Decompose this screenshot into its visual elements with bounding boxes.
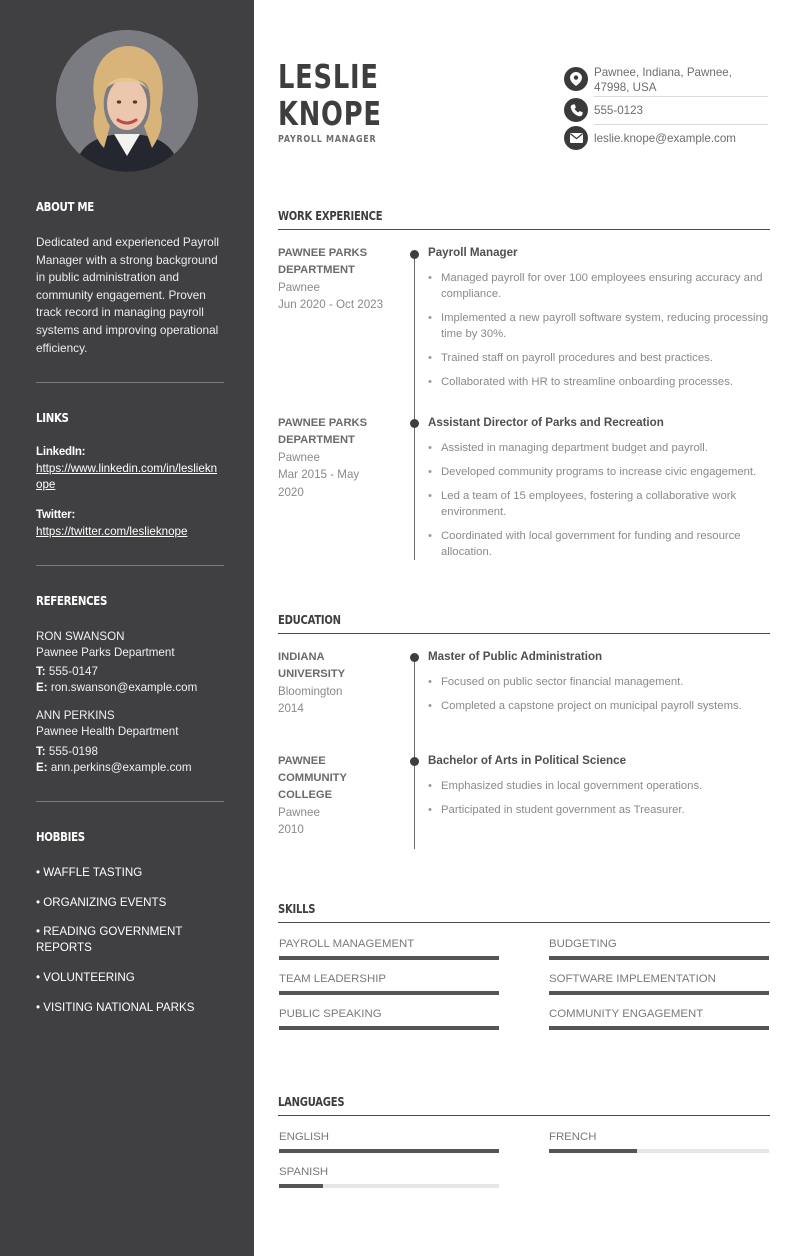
divider bbox=[594, 124, 768, 125]
divider bbox=[594, 96, 768, 97]
contact-address: Pawnee, Indiana, Pawnee, 47998, USA bbox=[594, 66, 732, 94]
hobby-item: • ORGANIZING EVENTS bbox=[36, 896, 167, 909]
divider bbox=[36, 382, 224, 383]
skill-bar-fill bbox=[549, 991, 769, 995]
language-name: FRENCH bbox=[549, 1131, 597, 1143]
education-bullet: • Participated in student government as Treasurer. bbox=[428, 802, 770, 818]
timeline-line bbox=[414, 656, 415, 849]
skill-bar-fill bbox=[279, 1026, 499, 1030]
experience-bullet: • Assisted in managing department budget and payroll. bbox=[428, 440, 770, 456]
links-heading: LINKS bbox=[36, 410, 69, 425]
language-bar bbox=[279, 1149, 499, 1153]
skill-bar bbox=[549, 991, 769, 995]
envelope-icon bbox=[564, 126, 588, 150]
skills-heading: SKILLS bbox=[278, 901, 316, 916]
reference-phone bbox=[36, 665, 98, 678]
education-degree: Bachelor of Arts in Political Science bbox=[428, 754, 627, 767]
last-name: KNOPE bbox=[278, 94, 382, 133]
phone-icon bbox=[564, 98, 588, 122]
experience-dates: Jun 2020 - Oct 2023 bbox=[278, 298, 384, 311]
languages-heading: LANGUAGES bbox=[278, 1094, 345, 1109]
language-bar bbox=[549, 1149, 769, 1153]
experience-location: Pawnee bbox=[278, 451, 320, 464]
profile-photo bbox=[56, 30, 198, 172]
email-label: E: bbox=[36, 761, 48, 774]
skill-bar bbox=[279, 956, 499, 960]
education-location: Pawnee bbox=[278, 806, 320, 819]
reference-email bbox=[36, 681, 197, 694]
references-heading: REFERENCES bbox=[36, 593, 108, 608]
education-dates: 2010 bbox=[278, 823, 304, 836]
reference-phone-value: 555-0198 bbox=[48, 745, 98, 758]
divider bbox=[36, 801, 224, 802]
education-dates: 2014 bbox=[278, 702, 304, 715]
full-name bbox=[278, 58, 382, 132]
section-rule bbox=[278, 229, 770, 230]
language-name: ENGLISH bbox=[279, 1131, 330, 1143]
contact-email: leslie.knope@example.com bbox=[594, 132, 736, 145]
hobby-item: • WAFFLE TASTING bbox=[36, 866, 143, 879]
skill-bar-fill bbox=[549, 1026, 769, 1030]
hobby-item: • VISITING NATIONAL PARKS bbox=[36, 1001, 195, 1014]
experience-bullet: • Developed community programs to increase civic engagement. bbox=[428, 464, 770, 480]
experience-bullet: • Trained staff on payroll procedures and best practices. bbox=[428, 350, 770, 366]
skill-name: TEAM LEADERSHIP bbox=[279, 973, 386, 985]
twitter-link[interactable]: https://twitter.com/leslieknope bbox=[36, 525, 188, 538]
timeline-dot bbox=[410, 419, 419, 428]
language-bar-fill bbox=[549, 1149, 637, 1153]
reference-email-value: ron.swanson@example.com bbox=[50, 681, 198, 694]
timeline-dot bbox=[410, 653, 419, 662]
contact-phone: 555-0123 bbox=[594, 104, 643, 117]
experience-dates: Mar 2015 - May 2020 bbox=[278, 468, 360, 499]
hobby-item: • VOLUNTEERING bbox=[36, 971, 135, 984]
timeline-dot bbox=[410, 757, 419, 766]
experience-bullet: • Collaborated with HR to streamline onboarding processes. bbox=[428, 374, 770, 390]
experience-role: Assistant Director of Parks and Recreation bbox=[428, 416, 664, 429]
twitter-label: Twitter: bbox=[36, 509, 76, 521]
phone-label: T: bbox=[36, 665, 46, 678]
divider bbox=[36, 565, 224, 566]
hobby-item: • READING GOVERNMENT REPORTS bbox=[36, 925, 183, 954]
reference-org: Pawnee Parks Department bbox=[36, 646, 175, 659]
timeline-line bbox=[414, 252, 415, 560]
skill-name: PUBLIC SPEAKING bbox=[279, 1008, 382, 1020]
email-label: E: bbox=[36, 681, 48, 694]
sidebar bbox=[0, 0, 254, 1256]
phone-label: T: bbox=[36, 745, 46, 758]
experience-bullet: • Coordinated with local government for funding and resource allocation. bbox=[428, 528, 770, 560]
location-pin-icon bbox=[564, 67, 588, 91]
experience-role: Payroll Manager bbox=[428, 246, 518, 259]
about-text: Dedicated and experienced Payroll Manager with a strong background in public administration and community engagement. Proven track record in managing payroll systems and improving operational efficiency. bbox=[36, 235, 219, 355]
experience-org: PAWNEE PARKS DEPARTMENT bbox=[278, 247, 368, 276]
skill-name: BUDGETING bbox=[549, 938, 617, 950]
section-rule bbox=[278, 922, 770, 923]
linkedin-label: LinkedIn: bbox=[36, 446, 86, 458]
skill-bar-fill bbox=[279, 991, 499, 995]
hobbies-heading: HOBBIES bbox=[36, 829, 85, 844]
reference-name: RON SWANSON bbox=[36, 630, 125, 643]
education-heading: EDUCATION bbox=[278, 612, 341, 627]
education-bullet: • Focused on public sector financial management. bbox=[428, 674, 770, 690]
language-bar-fill bbox=[279, 1149, 499, 1153]
portrait-photo-icon bbox=[56, 30, 198, 172]
education-bullet: • Emphasized studies in local government operations. bbox=[428, 778, 770, 794]
experience-location: Pawnee bbox=[278, 281, 320, 294]
experience-bullet: • Managed payroll for over 100 employees ensuring accuracy and compliance. bbox=[428, 270, 770, 302]
skill-bar bbox=[279, 991, 499, 995]
reference-email bbox=[36, 761, 191, 774]
reference-org: Pawnee Health Department bbox=[36, 725, 179, 738]
education-org: INDIANA UNIVERSITY bbox=[278, 651, 346, 680]
section-rule bbox=[278, 633, 770, 634]
about-heading: ABOUT ME bbox=[36, 199, 94, 214]
language-bar bbox=[279, 1184, 499, 1188]
experience-bullet: • Led a team of 15 employees, fostering a collaborative work environment. bbox=[428, 488, 770, 520]
language-name: SPANISH bbox=[279, 1166, 329, 1178]
language-bar-fill bbox=[279, 1184, 323, 1188]
reference-phone-value: 555-0147 bbox=[48, 665, 98, 678]
reference-email-value: ann.perkins@example.com bbox=[50, 761, 192, 774]
skill-name: PAYROLL MANAGEMENT bbox=[279, 938, 415, 950]
skill-name: SOFTWARE IMPLEMENTATION bbox=[549, 973, 716, 985]
reference-phone bbox=[36, 745, 98, 758]
skill-bar-fill bbox=[549, 956, 769, 960]
education-org: PAWNEE COMMUNITY COLLEGE bbox=[278, 755, 347, 801]
experience-bullet: • Implemented a new payroll software system, reducing processing time by 30%. bbox=[428, 310, 770, 342]
education-location: Bloomington bbox=[278, 685, 343, 698]
skill-bar bbox=[279, 1026, 499, 1030]
skill-bar bbox=[549, 1026, 769, 1030]
education-degree: Master of Public Administration bbox=[428, 650, 603, 663]
first-name: LESLIE bbox=[278, 57, 379, 96]
skill-name: COMMUNITY ENGAGEMENT bbox=[549, 1008, 704, 1020]
timeline-dot bbox=[410, 250, 419, 259]
section-rule bbox=[278, 1115, 770, 1116]
linkedin-link[interactable]: https://www.linkedin.com/in/leslieknope bbox=[36, 462, 218, 492]
experience-org: PAWNEE PARKS DEPARTMENT bbox=[278, 417, 368, 446]
job-title: PAYROLL MANAGER bbox=[278, 134, 377, 145]
education-bullet: • Completed a capstone project on municipal payroll systems. bbox=[428, 698, 770, 714]
reference-name: ANN PERKINS bbox=[36, 709, 115, 722]
skill-bar bbox=[549, 956, 769, 960]
work-experience-heading: WORK EXPERIENCE bbox=[278, 208, 383, 223]
skill-bar-fill bbox=[279, 956, 499, 960]
